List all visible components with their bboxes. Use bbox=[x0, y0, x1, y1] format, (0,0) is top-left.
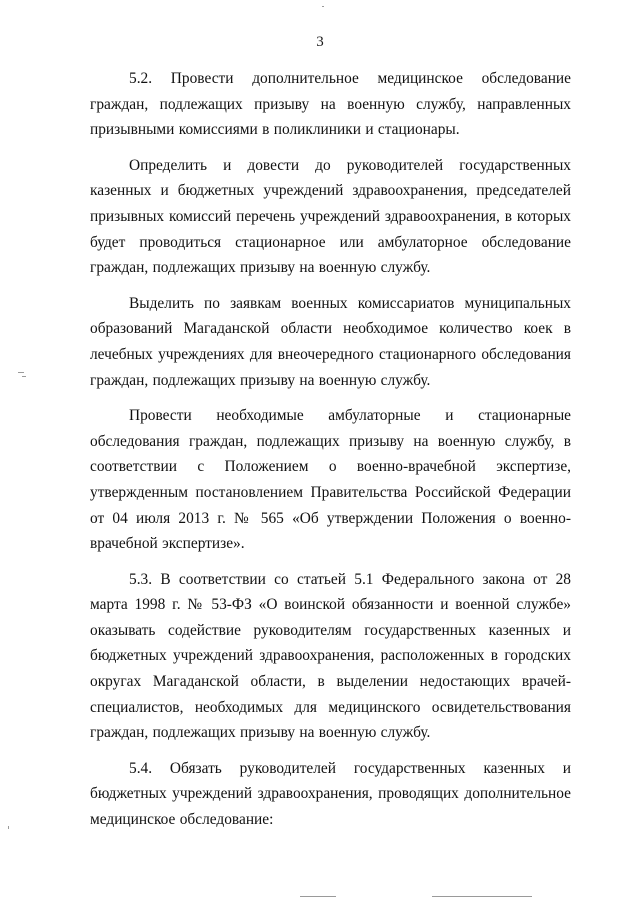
document-body bbox=[90, 66, 571, 843]
paragraph-conduct-examinations: Провести необходимые амбулаторные и стационарные обследования граждан, подлежащих призыву на военную службу, в соответствии с Положением о военно-врачебной экспертизе, утвержденным постановлением Правительства Российской Федерации от 04 июля 2013 г. № 565 «Об утверждении Положения о военно-врачебной экспертизе». bbox=[90, 407, 571, 553]
paragraph-allocate-beds: Выделить по заявкам военных комиссариатов муниципальных образований Магаданской области необходимое количество коек в лечебных учреждениях для внеочередного стационарного обследования граждан, подлежащих призыву на военную службу. bbox=[90, 294, 571, 389]
scan-artifact-bottom-1 bbox=[300, 896, 336, 897]
paragraph-define-institutions: Определить и довести до руководителей государственных казенных и бюджетных учреждений здравоохранения, председателей призывных комиссий перечень учреждений здравоохранения, в которых будет проводиться стационарное или амбулаторное обследование граждан, подлежащих призыву на военную службу. bbox=[90, 156, 571, 277]
page-number: 3 bbox=[316, 34, 324, 50]
paragraph-5-2: 5.2. Провести дополнительное медицинское обследование граждан, подлежащих призыву на военную службу, направленных призывными комиссиями в поликлиники и стационары. bbox=[90, 70, 571, 139]
scan-artifact-left-1 bbox=[18, 372, 24, 373]
scan-artifact-bottom-2 bbox=[432, 896, 532, 897]
paragraph-5-4: 5.4. Обязать руководителей государственных казенных и бюджетных учреждений здравоохранения, проводящих дополнительное медицинское обследование: bbox=[90, 759, 571, 829]
scan-artifact-left-2 bbox=[22, 376, 26, 377]
scan-artifact-top bbox=[322, 6, 324, 7]
scan-artifact-left-3 bbox=[8, 826, 9, 829]
paragraph-5-3: 5.3. В соответствии со статьей 5.1 Федерального закона от 28 марта 1998 г. № 53-ФЗ «О воинской обязанности и военной службе» оказывать содействие руководителям государственных казенных и бюджетных учреждений здравоохранения, расположенных в городских округах Магаданской области, в выделении недостающих врачей-специалистов, необходимых для медицинского освидетельствования граждан, подлежащих призыву на военную службу. bbox=[90, 570, 571, 742]
